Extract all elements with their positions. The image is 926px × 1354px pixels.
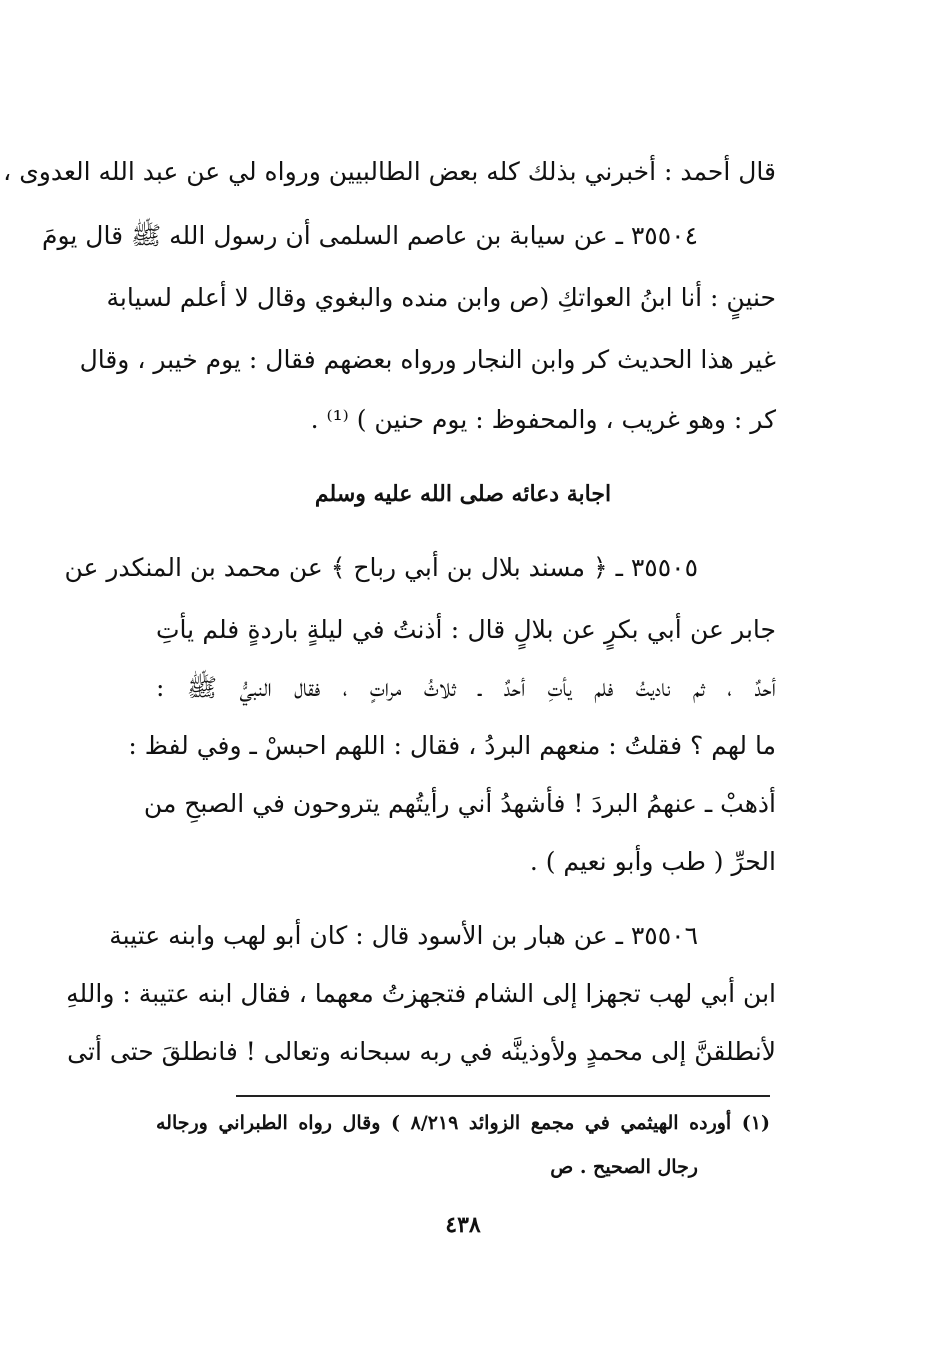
hadith-35504-line: ٣٥٥٠٤ ـ عن سيابة بن عاصم السلمى أن رسول الله ﷺ قال يومَ: [42, 221, 698, 250]
text-line: ابن أبي لهب تجهزا إلى الشام فتجهزتُ معهما ، فقال ابنه عتيبة : واللهِ: [66, 979, 776, 1008]
section-heading: اجابة دعائه صلى الله عليه وسلم: [314, 481, 612, 507]
footnote-line: (١) أورده الهيثمي في مجمع الزوائد ٨/٢١٩ ) وقال رواه الطبراني ورجاله: [156, 1112, 771, 1134]
text-line: أحدٌ ، ثم ناديتُ فلم يأتِ أحدٌ ـ ثلاثُ مراتٍ ، فقال النبيُّ ﷺ :: [156, 673, 776, 702]
text-line: كر : وهو غريب ، والمحفوظ : يوم حنين ) ⁽¹⁾ .: [310, 405, 776, 434]
footnote-divider: [236, 1095, 770, 1097]
text-line: حنينٍ : أنا ابنُ العواتكِ (ص وابن منده والبغوي وقال لا أعلم لسيابة: [106, 283, 776, 312]
text-line: غير هذا الحديث كر وابن النجار ورواه بعضهم فقال : يوم خيبر ، وقال: [79, 345, 776, 374]
text-line: قال أحمد : أخبرني بذلك كله بعض الطالبيين ورواه لي عن عبد الله العدوى ،: [3, 157, 776, 186]
text-line: لأنطلقنَّ إلى محمدٍ ولأوذينَّه في ربه سبحانه وتعالى ! فانطلقَ حتى أتى: [67, 1037, 776, 1066]
hadith-35505-line: ٣٥٥٠٥ ـ ﴿ مسند بلال بن أبي رباح ﴾ عن محمد بن المنكدر عن: [64, 553, 698, 582]
text-line: جابر عن أبي بكرٍ عن بلالٍ قال : أذنتُ في ليلةٍ باردةٍ فلم يأتِ: [156, 615, 776, 644]
text-line: ما لهم ؟ فقلتُ : منعهم البردُ ، فقال : اللهم احبسْ ـ وفي لفظ :: [128, 731, 776, 760]
text-line: أذهبْ ـ عنهمُ البردَ ! فأشهدُ أني رأيتُهم يتروحون في الصبحِ من: [143, 789, 776, 818]
footnote-line: رجال الصحيح . ص: [550, 1156, 698, 1178]
page-number: ٤٣٨: [445, 1212, 481, 1238]
text-line: الحرِّ ( طب وأبو نعيم ) .: [529, 847, 776, 876]
hadith-35506-line: ٣٥٥٠٦ ـ عن هبار بن الأسود قال : كان أبو لهب وابنه عتيبة: [109, 921, 698, 950]
